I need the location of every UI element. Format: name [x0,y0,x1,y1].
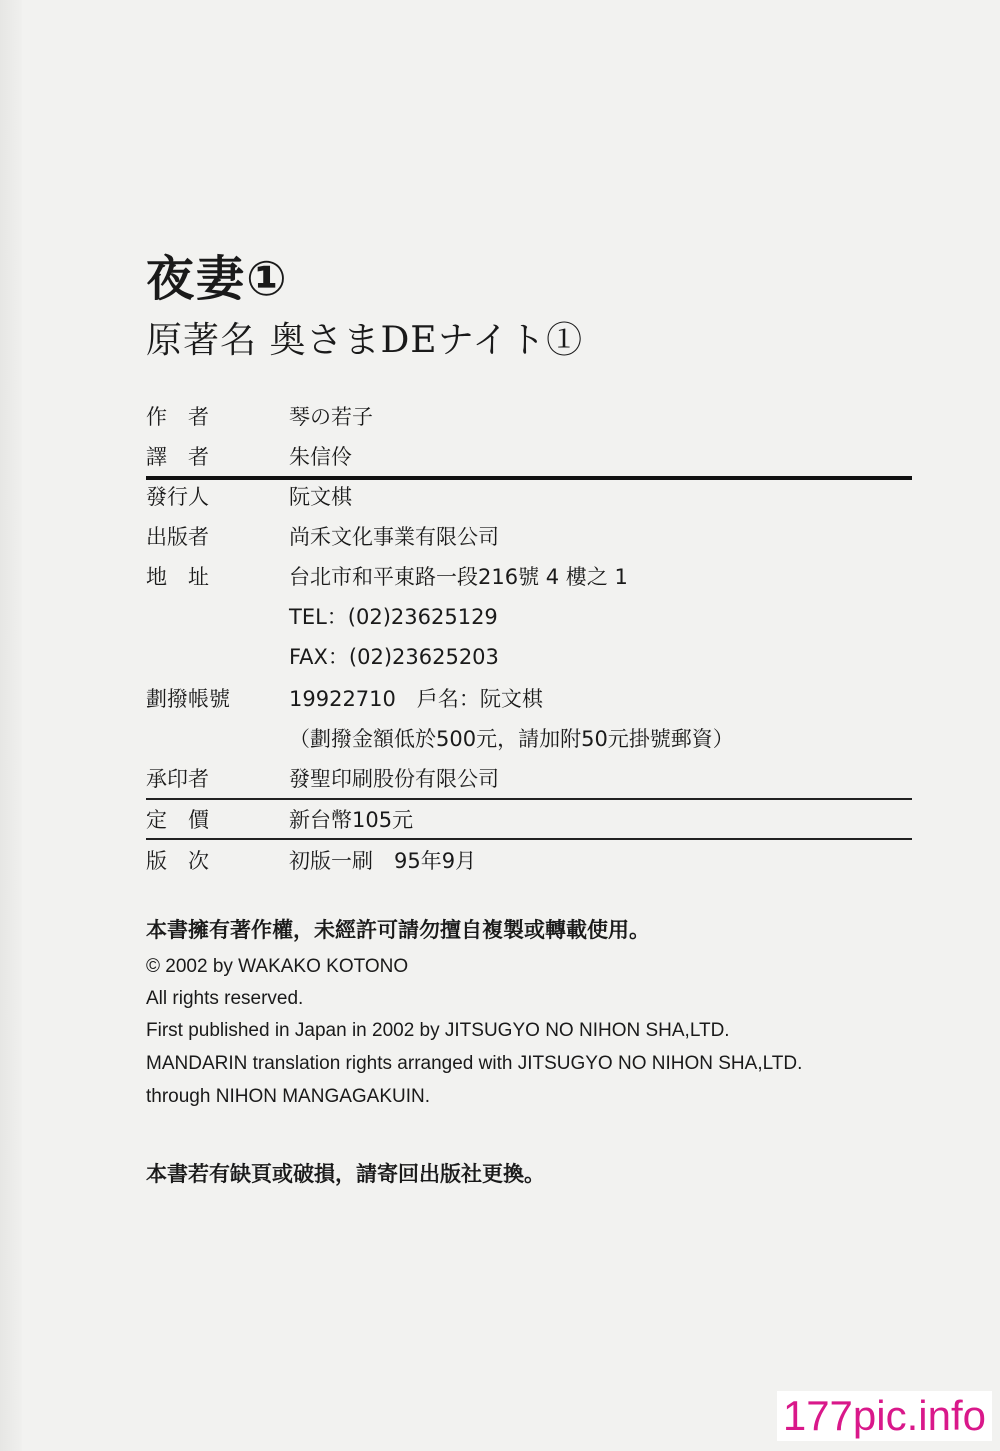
original-title: 原著名 奥さまDEナイト① [146,320,584,361]
credit-value: 朱信伶 [289,445,352,469]
credit-value: 新台幣105元 [289,808,414,832]
credit-value: 琴の若子 [289,405,373,429]
credit-value: （劃撥金額低於500元，請加附50元掛號郵資） [289,727,734,751]
credit-label: 發行人 [146,485,209,509]
credit-value: 尚禾文化事業有限公司 [289,525,499,549]
book-title: 夜妻① [146,251,289,307]
credit-label: 劃撥帳號 [146,687,230,711]
first-published-line: First published in Japan in 2002 by JITSUGYO NO NIHON SHA,LTD. [146,1020,730,1041]
page-edge [0,0,22,1451]
credit-label: 承印者 [146,767,209,791]
credit-label: 版 次 [146,849,209,873]
rights-line: All rights reserved. [146,988,304,1009]
credit-value: 19922710 戶名：阮文棋 [289,687,543,711]
defect-notice: 本書若有缺頁或破損，請寄回出版社更換。 [146,1162,545,1186]
copyright-line: © 2002 by WAKAKO KOTONO [146,956,409,977]
credit-value: 初版一刷 95年9月 [289,849,477,873]
copyright-notice: 本書擁有著作權，未經許可請勿擅自複製或轉載使用。 [146,918,650,942]
credit-value: TEL：(02)23625129 [289,605,498,629]
agent-line: through NIHON MANGAGAKUIN. [146,1086,431,1107]
watermark: 177pic.info [777,1391,992,1441]
divider-thin [146,838,912,840]
credit-label: 地 址 [146,565,209,589]
credit-value: 發聖印刷股份有限公司 [289,767,499,791]
divider-thin [146,798,912,800]
credit-value: 台北市和平東路一段216號 4 樓之 1 [289,565,628,589]
credit-label: 定 價 [146,808,209,832]
credit-label: 譯 者 [146,445,209,469]
credit-label: 出版者 [146,525,209,549]
credit-label: 作 者 [146,405,209,429]
translation-rights-line: MANDARIN translation rights arranged with JITSUGYO NO NIHON SHA,LTD. [146,1053,803,1074]
credit-value: 阮文棋 [289,485,352,509]
divider-thick [146,476,912,480]
credit-value: FAX：(02)23625203 [289,645,499,669]
